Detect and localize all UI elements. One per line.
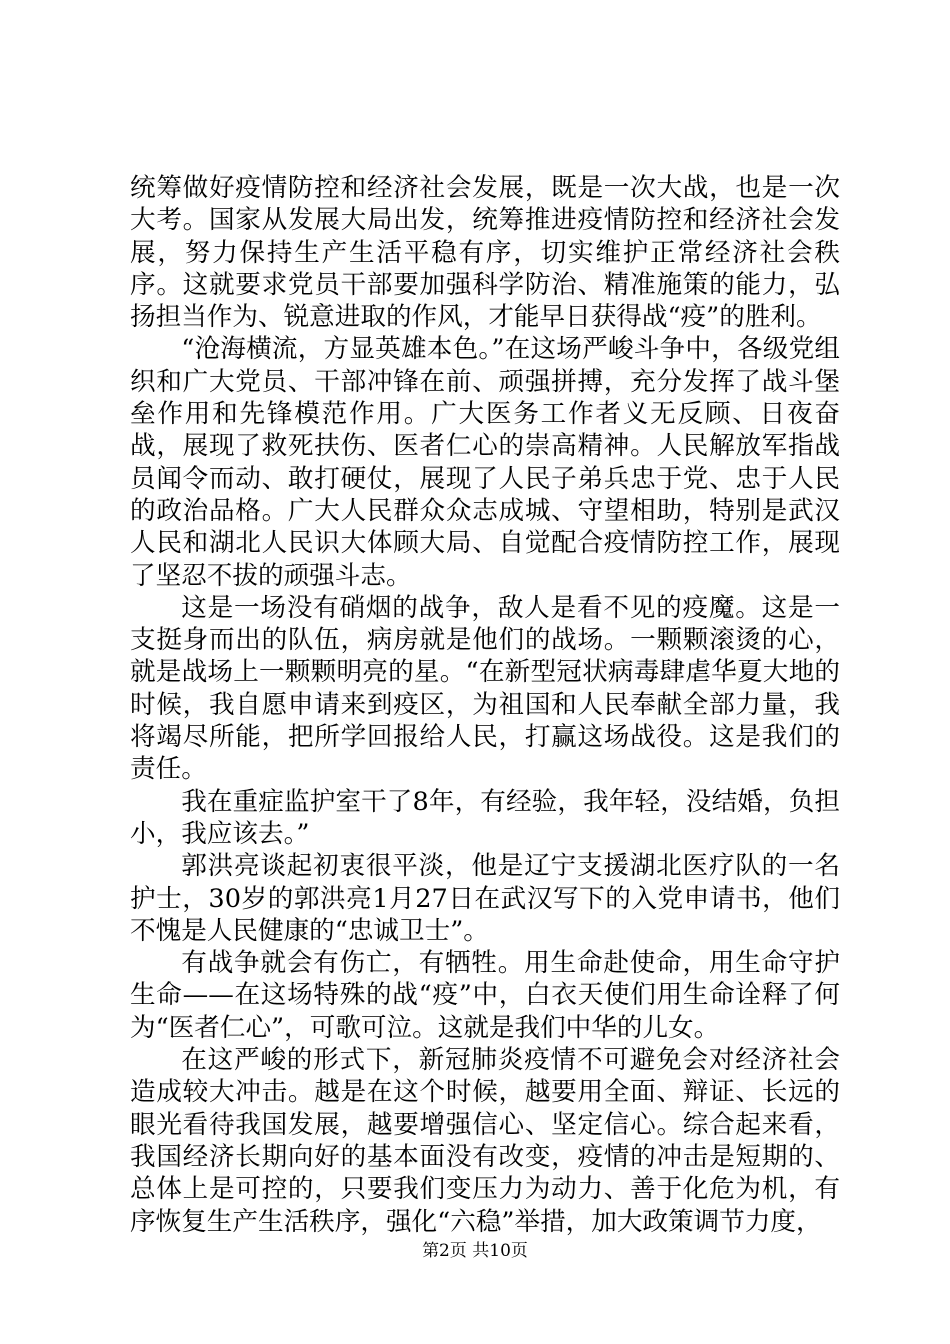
paragraph-7: 在这严峻的形式下，新冠肺炎疫情不可避免会对经济社会造成较大冲击。越是在这个时候，越要用全面、辩证、长远的眼光看待我国发展，越要增强信心、坚定信心。综合起来看，我国经济长期向好的基本面没有改变，疫情的冲击是短期的、总体上是可控的，只要我们变压力为动力、善于化危为机，有序恢复生产生活秩序，强化“六稳”举措，加大政策调节力度， xyxy=(130,1045,840,1237)
paragraph-5: 郭洪亮谈起初衷很平淡，他是辽宁支援湖北医疗队的一名护士，30岁的郭洪亮1月27日在武汉写下的入党申请书，他们不愧是人民健康的“忠诚卫士”。 xyxy=(130,851,840,946)
paragraph-6: 有战争就会有伤亡，有牺牲。用生命赴使命，用生命守护生命——在这场特殊的战“疫”中，白衣天使们用生命诠释了何为“医者仁心”，可歌可泣。这就是我们中华的儿女。 xyxy=(130,948,840,1043)
paragraph-1: 统筹做好疫情防控和经济社会发展，既是一次大战，也是一次大考。国家从发展大局出发，统筹推进疫情防控和经济社会发展，努力保持生产生活平稳有序，切实维护正常经济社会秩序。这就要求党员干部要加强科学防治、精准施策的能力，弘扬担当作为、锐意进取的作风，才能早日获得战“疫”的胜利。 xyxy=(130,173,840,333)
page-number-label: 第2页 共10页 xyxy=(422,1241,528,1261)
paragraph-3: 这是一场没有硝烟的战争，敌人是看不见的疫魔。这是一支挺身而出的队伍，病房就是他们的战场。一颗颗滚烫的心，就是战场上一颗颗明亮的星。“在新型冠状病毒肆虐华夏大地的时候，我自愿申请来到疫区，为祖国和人民奉献全部力量，我将竭尽所能，把所学回报给人民，打赢这场战役。这是我们的责任。 xyxy=(130,592,840,785)
paragraph-2: “沧海横流，方显英雄本色。”在这场严峻斗争中，各级党组织和广大党员、干部冲锋在前、顽强拼搏，充分发挥了战斗堡垒作用和先锋模范作用。广大医务工作者义无反顾、日夜奋战，展现了救死扶伤、医者仁心的崇高精神。人民解放军指战员闻令而动、敢打硬仗，展现了人民子弟兵忠于党、忠于人民的政治品格。广大人民群众众志成城、守望相助，特别是武汉人民和湖北人民识大体顾大局、自觉配合疫情防控工作，展现了坚忍不拔的顽强斗志。 xyxy=(130,334,840,591)
paragraph-4: 我在重症监护室干了8年，有经验，我年轻，没结婚，负担小，我应该去。” xyxy=(130,786,840,849)
page-footer xyxy=(0,1241,950,1261)
document-body xyxy=(130,172,840,1238)
